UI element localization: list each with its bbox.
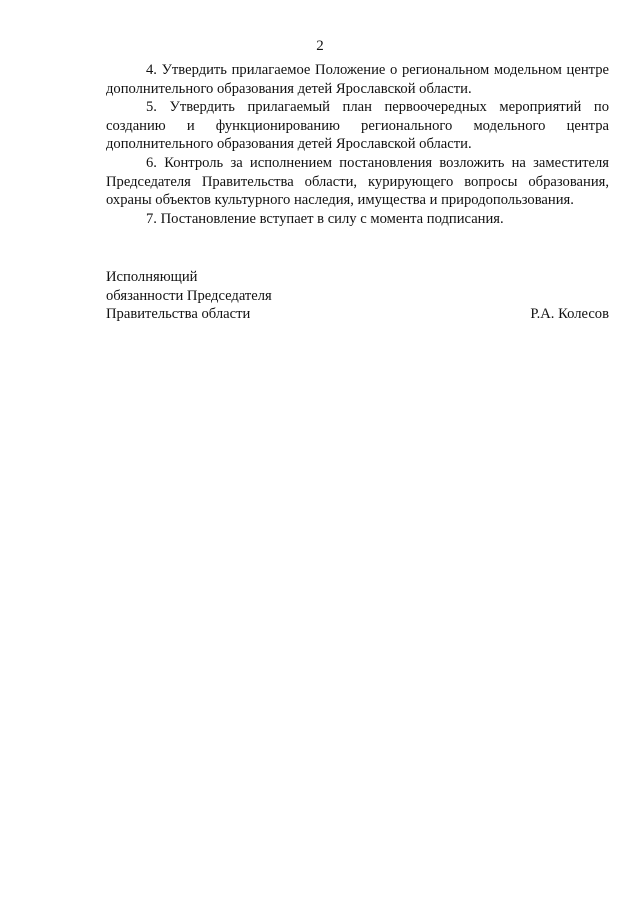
signatory-position-line-1: Исполняющий bbox=[106, 269, 198, 285]
signature-block bbox=[106, 268, 609, 324]
paragraph-4: 4. Утвердить прилагаемое Положение о региональном модельном центре дополнительного образования детей Ярославской области. bbox=[106, 62, 609, 97]
document-body bbox=[106, 61, 609, 228]
paragraph-6: 6. Контроль за исполнением постановления возложить на заместителя Председателя Правительства области, курирующего вопросы образования, охраны объектов культурного наследия, имущества и природопользования. bbox=[106, 154, 609, 209]
signature-row bbox=[106, 305, 609, 324]
signatory-name: Р.А. Колесов bbox=[530, 306, 609, 323]
paragraph-5: 5. Утвердить прилагаемый план первоочередных мероприятий по созданию и функционированию регионального модельного центра дополнительного образования детей Ярославской области. bbox=[106, 99, 609, 153]
signatory-position-line-2: обязанности Председателя bbox=[106, 287, 272, 304]
page-number: 2 bbox=[316, 38, 324, 54]
signatory-position-line-3: Правительства области bbox=[106, 306, 251, 323]
paragraph-7: 7. Постановление вступает в силу с момента подписания. bbox=[146, 210, 504, 227]
